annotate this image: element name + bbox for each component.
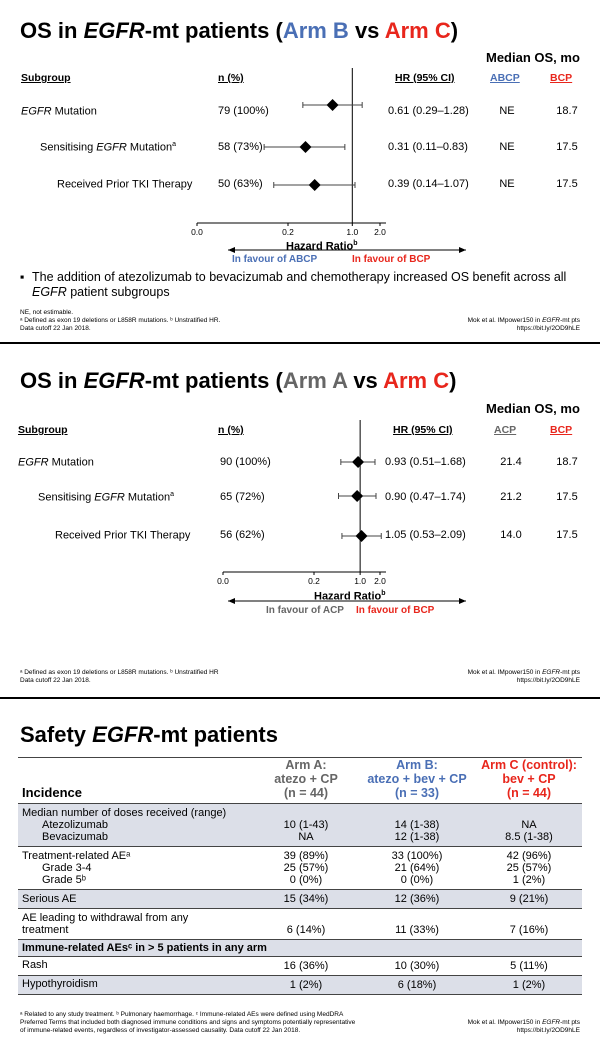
arm-b-value: 14 (1-38) [358, 819, 476, 831]
hr-value: 0.61 (0.29–1.28) [388, 105, 469, 117]
arm-a-value: 1 (2%) [254, 976, 358, 995]
median-os-control: 17.5 [556, 141, 578, 153]
immune-header: Immune-related AEsᶜ in > 5 patients in any arm [18, 940, 582, 957]
bullet-icon: ▪ [20, 270, 25, 284]
hr-point [356, 530, 368, 542]
row-label: Grade 5ᵇ [42, 874, 86, 886]
median-os-arm: 21.2 [500, 491, 522, 503]
arm-c-value: 7 (16%) [476, 909, 582, 940]
median-os-control: 17.5 [556, 529, 578, 541]
x-tick-label: 0.0 [191, 227, 203, 237]
panel2-median-label: Median OS, mo [486, 401, 580, 416]
panel2-xlabel: Hazard Ratio$^b$ [314, 590, 386, 603]
panel1-bcp-header: BCP [550, 72, 573, 84]
arm-b-value: 0 (0%) [400, 874, 434, 886]
arm-c-value: 1 (2%) [512, 874, 546, 886]
arm-c-value: 8.5 (1-38) [476, 831, 582, 847]
hr-value: 0.31 (0.11–0.83) [388, 141, 468, 153]
arm-a-header: Arm A: atezo + CP (n = 44) [274, 758, 338, 800]
arm-c-value: 42 (96%) [476, 847, 582, 863]
safety-table [18, 757, 582, 995]
subgroup-label: Sensitising EGFR Mutation$^a$ [40, 141, 176, 154]
panel2-favour-left: In favour of ACP [266, 605, 344, 616]
arm-a-value: 6 (14%) [254, 909, 358, 940]
arm-b-value: 21 (64%) [394, 862, 440, 874]
panel3-title: Safety EGFR-mt patients [20, 722, 278, 747]
n-value: 79 (100%) [218, 105, 269, 117]
arm-c-header: Arm C (control): bev + CP (n = 44) [481, 758, 577, 800]
panel1-n-header: n (%) [218, 72, 244, 84]
arm-a-value: 25 (57%) [283, 862, 329, 874]
panel1-hr-header: HR (95% CI) [395, 72, 455, 84]
arm-a-value: 16 (36%) [254, 957, 358, 976]
table-row [18, 831, 582, 847]
subgroup-label: EGFR Mutation [18, 456, 94, 469]
n-value: 56 (62%) [220, 529, 265, 541]
subgroup-label: EGFR Mutation [21, 105, 97, 118]
arm-c-value: NA [476, 819, 582, 831]
median-os-control: 17.5 [556, 178, 578, 190]
panel2-reference: Mok et al. IMpower150 in EGFR-mt pts https://bit.ly/2OD9hLE [467, 669, 580, 684]
x-tick-label: 2.0 [374, 227, 386, 237]
arm-a-value: 15 (34%) [254, 890, 358, 909]
arm-c-value: 1 (2%) [476, 976, 582, 995]
median-os-arm: NE [499, 105, 515, 117]
table-row [18, 804, 582, 820]
panel1-median-label: Median OS, mo [486, 50, 580, 65]
panel2-subgroup-header: Subgroup [18, 424, 68, 436]
median-os-arm: 14.0 [500, 529, 522, 541]
panel1-subgroup-header: Subgroup [21, 72, 71, 84]
arm-b-value [358, 804, 476, 820]
row-label: Treatment-related AEᵃ [18, 847, 254, 863]
arrow-left-head [228, 598, 235, 604]
x-tick-label: 0.0 [217, 576, 229, 586]
x-tick-label: 0.2 [308, 576, 320, 586]
separator-2 [0, 697, 600, 699]
panel1-favour-right: In favour of BCP [352, 254, 431, 265]
subgroup-label: Sensitising EGFR Mutation$^a$ [38, 491, 174, 504]
arm-b-value: 33 (100%) [358, 847, 476, 863]
row-label: AE leading to withdrawal from any treatment [18, 909, 254, 940]
row-label: Median number of doses received (range) [18, 804, 254, 820]
row-label: Rash [18, 957, 254, 976]
median-os-control: 17.5 [556, 491, 578, 503]
panel2-footnotes: ᵃ Defined as exon 19 deletions or L858R mutations. ᵇ Unstratified HR Data cutoff 22 Jan 2018. [20, 669, 219, 684]
panel1-footnotes: NE, not estimable. ᵃ Defined as exon 19 deletions or L858R mutations. ᵇ Unstratified HR. Data cutoff 22 Jan 2018. [20, 309, 221, 332]
arm-a-value: NA [254, 831, 358, 847]
table-row [18, 862, 582, 874]
panel2-hr-header: HR (95% CI) [393, 424, 453, 436]
x-tick-label: 2.0 [374, 576, 386, 586]
arm-b-value: 11 (33%) [358, 909, 476, 940]
x-tick-label: 0.2 [282, 227, 294, 237]
arm-c-value: 25 (57%) [506, 862, 552, 874]
panel1-reference: Mok et al. IMpower150 in EGFR-mt pts https://bit.ly/2OD9hLE [467, 317, 580, 332]
table-row [18, 819, 582, 831]
panel1-favour-left: In favour of ABCP [232, 254, 318, 265]
arm-b-value: 12 (1-38) [358, 831, 476, 847]
panel1-xlabel: Hazard Ratio$^b$ [286, 240, 358, 253]
panel2-acp-header: ACP [494, 424, 517, 436]
arrow-right-head [459, 598, 466, 604]
arm-c-value: 9 (21%) [476, 890, 582, 909]
table-row [18, 874, 582, 890]
x-tick-label: 1.0 [354, 576, 367, 586]
row-label: Bevacizumab [18, 831, 254, 847]
arm-b-header: Arm B: atezo + bev + CP (n = 33) [367, 758, 467, 800]
median-os-arm: NE [499, 178, 515, 190]
median-os-arm: NE [499, 141, 515, 153]
row-label: Serious AE [18, 890, 254, 909]
arm-a-value: 39 (89%) [254, 847, 358, 863]
table-row [18, 909, 582, 940]
panel3-footnotes: ᵃ Related to any study treatment. ᵇ Pulmonary haemorrhage. ᶜ Immune-related AEs were defined using MedDRA Preferred Terms that included both diagnosed immune conditions and signs and symptoms potentially representative of immune-related events, regardless of investigator-assessed causality. Data cutoff 22 Jan 2018. [20, 1011, 356, 1034]
incidence-header: Incidence [22, 785, 82, 800]
arm-b-value: 12 (36%) [358, 890, 476, 909]
x-tick-label: 1.0 [346, 227, 359, 237]
panel1-bullet: ▪ The addition of atezolizumab to bevacizumab and chemotherapy increased OS benefit across all EGFR patient subgroups [20, 270, 567, 299]
table-row [18, 890, 582, 909]
arm-a-value [254, 804, 358, 820]
subgroup-label: Received Prior TKI Therapy [57, 178, 193, 191]
row-label: Atezolizumab [18, 819, 254, 831]
n-value: 90 (100%) [220, 456, 271, 468]
panel2-favour-right: In favour of BCP [356, 605, 435, 616]
hr-value: 0.93 (0.51–1.68) [385, 456, 466, 468]
panel1-title: OS in EGFR-mt patients (Arm B vs Arm C) [20, 18, 459, 43]
n-value: 65 (72%) [220, 491, 265, 503]
panel2-title: OS in EGFR-mt patients (Arm A vs Arm C) [20, 368, 457, 393]
panel2-bcp-header: BCP [550, 424, 573, 436]
arm-a-value: 0 (0%) [289, 874, 323, 886]
median-os-control: 18.7 [556, 456, 578, 468]
table-row [18, 847, 582, 863]
row-label: Grade 3-4 [42, 862, 92, 874]
immune-header-row [18, 940, 582, 957]
arm-b-value: 10 (30%) [358, 957, 476, 976]
hr-value: 0.39 (0.14–1.07) [388, 178, 469, 190]
hr-value: 0.90 (0.47–1.74) [385, 491, 466, 503]
subgroup-label: Received Prior TKI Therapy [55, 529, 191, 542]
median-os-control: 18.7 [556, 105, 578, 117]
hr-point [351, 490, 363, 502]
median-os-arm: 21.4 [500, 456, 522, 468]
hr-point [352, 456, 364, 468]
panel1-abcp-header: ABCP [490, 72, 520, 84]
n-value: 58 (73%) [218, 141, 263, 153]
n-value: 50 (63%) [218, 178, 263, 190]
table-row [18, 976, 582, 995]
row-label: Hypothyroidism [18, 976, 254, 995]
arm-b-value: 6 (18%) [358, 976, 476, 995]
panel2-n-header: n (%) [218, 424, 244, 436]
arm-c-value: 5 (11%) [476, 957, 582, 976]
table-row [18, 957, 582, 976]
arm-c-value [476, 804, 582, 820]
panel3-reference: Mok et al. IMpower150 in EGFR-mt pts https://bit.ly/2OD9hLE [467, 1019, 580, 1034]
hr-value: 1.05 (0.53–2.09) [385, 529, 466, 541]
arm-a-value: 10 (1-43) [254, 819, 358, 831]
